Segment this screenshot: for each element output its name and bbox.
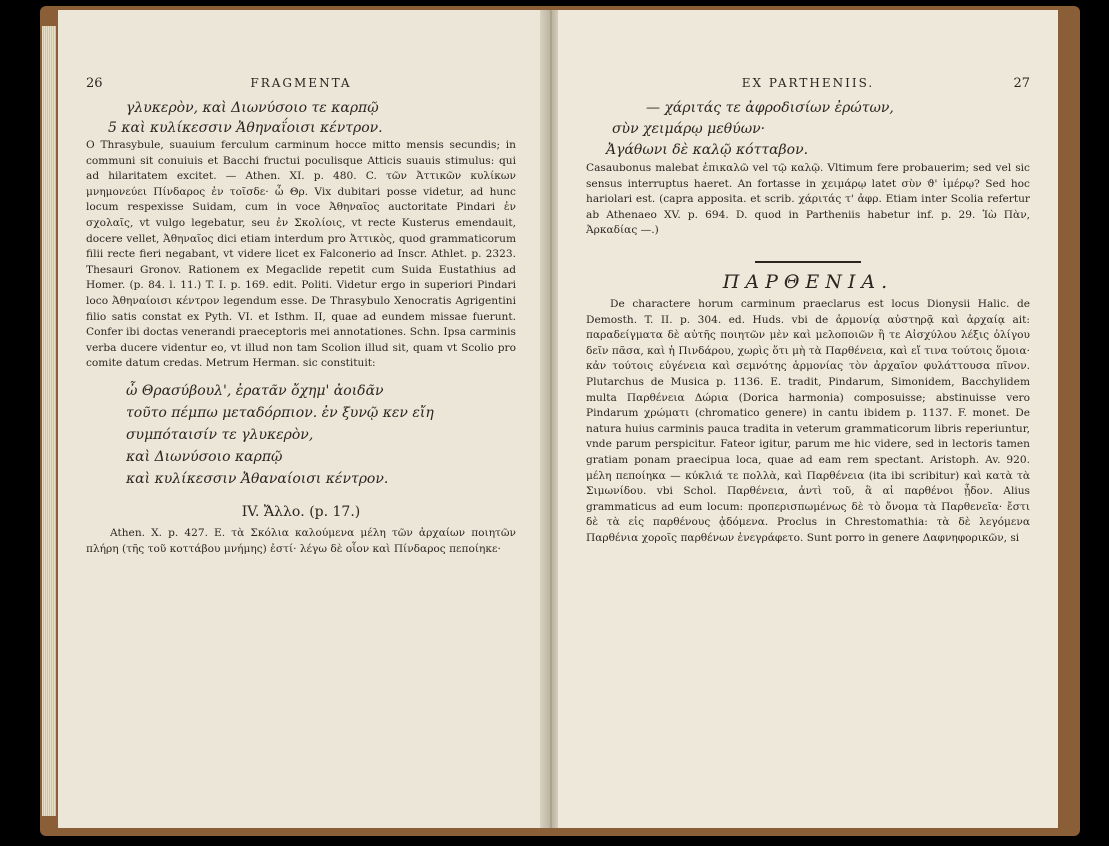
left-verse-line-1: γλυκερὸν, καὶ Διωνύσοιο τε καρπῷ [126,100,379,116]
open-book [40,6,1080,836]
section-rule [755,261,861,263]
right-verse-line-2: σὺν χειμάρῳ μεθύων· [612,121,766,137]
right-commentary: Casaubonus malebat ἐπικαλῶ vel τῷ καλῷ. Vltimum fere probauerim; sed vel sic sensus interruptus haeret. An fortasse in χειμάρῳ latet σὺν ϑ' ἱμέρῳ? Sed hoc hariolari est. (capra apposita. et scrib. χάριτάς τ' ἀφρ. Etiam inter Scolia refertur ab Athenaeo XV. p. 694. D. quod in Partheniis habetur inf. p. 29. Ἰὼ Πὰν, Ἀρκαδίας —.) [586,162,1030,237]
metrical-line-5: καὶ κυλίκεσσιν Ἀθαναίοισι κέντρον. [126,470,389,487]
left-commentary-text: O Thrasybule, suauium ferculum carminum hocce mitto mensis secundis; in communi sit conuiuis et Bacchi fructui poculisque Atticis suauis stimulus: qui ad hilaritatem excitet. — Athen. XI. p. 480. C. τῶν Ἀττικῶν κυλίκων μνημονεύει Πίνδαρος ἐν τοῖσδε· ὦ Θρ. Vix dubitari posse videtur, ad hunc locum respexisse Suidam, cum in voce Ἀθηναῖος auctoritate Pindari ἐν σχολαῖς, vt vulgo legebatur, seu ἐν Σκολίοις, vt recte Kusterus emendauit, docere vellet, Ἀθηναῖος dici etiam interdum pro Ἀττικὸς, quod grammaticorum filii recte fieri negabant, vt videre licet ex Falconerio ad Inscr. Athlet. p. 2323. Thesauri Gronov. Rationem ex Megaclide repetit cum Suida Eustathius ad Homer. (p. 84. l. 11.) T. I. p. 169. edit. Politi. Videtur ergo in superiori Pindari loco Ἀθηναίοισι κέντρον legendum esse. De Thrasybulo Xenocratis Agrigentini filio satis constat ex Pyth. VI. et Isthm. II, quae ad eundem missae fuerunt. Confer ibi doctas venerandi praeceptoris mei annotationes. Schn. Ipsa carminis verba ducere videntur eo, vt illud non tam Scolion illud sit, quam vt Scolio pro comite datum credas. Metrum Herman. sic constituit: [86,139,516,370]
right-verse-line-1: — χάριτάς τε ἀφροδισίων ἐρώτων, [646,100,894,116]
metrical-line-4: καὶ Διωνύσοιο καρπῷ [126,448,283,465]
parthenia-title: ΠΑΡΘΕΝΙΑ. [722,270,894,293]
metrical-line-2: τοῦτο πέμπω μεταδόρπιον. ἐν ξυνῷ κεν εἴη [126,404,434,421]
left-verse-line-2: 5 καὶ κυλίκεσσιν Ἀθηναΐοισι κέντρον. [108,120,383,136]
left-running-head: FRAGMENTA [250,76,352,90]
right-page [558,10,1058,828]
right-running-head: EX PARTHENIIS. [741,76,875,90]
metrical-line-3: συμπόταισίν τε γλυκερὸν, [126,426,314,443]
left-closing-text: Athen. X. p. 427. E. τὰ Σκόλια καλούμενα μέλη τῶν ἀρχαίων ποιητῶν πλήρη (τῆς τοῦ κοττάβου μνήμης) ἐστί· λέγω δὲ οἷον καὶ Πίνδαρος πεποίηκε· [86,526,516,555]
right-page-number: 27 [1013,76,1030,91]
left-page-number: 26 [86,76,103,91]
page-edges [42,26,56,816]
metrical-line-1: ὦ Θρασύβουλ', ἐρατᾶν ὄχημ' ἀοιδᾶν [126,382,384,399]
right-verse-line-3: Ἀγάθωνι δὲ καλῷ κότταβον. [606,142,809,158]
parthenia-body: De charactere horum carminum praeclarus est locus Dionysii Halic. de Demosth. T. II. p. 304. ed. Huds. vbi de ἁρμονίᾳ αὐστηρᾷ καὶ ἀρχαίᾳ ait: παραδείγματα δὲ αὐτῆς ποιητῶν μὲν καὶ μελοποιῶν ἢ τε Αἰσχύλου λέξις ὀλίγου δεῖν πᾶσα, καὶ ἡ Πινδάρου, χωρὶς ὅτι μὴ τὰ Παρθένεια, καὶ εἴ τινα τούτοις ὅμοια· κἀν τούτοις εὐγένεια καὶ σεμνότης ἁρμονίας τὸν ἀρχαῖον φυλάττουσα πῖνον. Plutarchus de Musica p. 1136. E. tradit, Pindarum, Simonidem, Bacchylidem multa Παρθένεια Δώρια (Dorica harmonia) composuisse; abstinuisse vero Pindarum χρώματι (chromatico genere) in cantu ibidem p. 1137. F. monet. De natura huius carminis pauca tradita in veterum grammaticorum libris reperiuntur, vnde parum perspicitur. Fateor igitur, parum me hic videre, sed in lectoris tamen gratiam ponam praecipua loca, quae ad eam rem spectant. Aristoph. Av. 920. μέλη πεποίηκα — κύκλιά τε πολλὰ, καὶ Παρθένεια (ita ibi scribitur) καὶ κατὰ τὰ Σιμωνίδου. vbi Schol. Παρθένεια, ἀντὶ τοῦ, ἃ αἱ παρθένοι ᾖδον. Alius grammaticus ad eum locum: προπερισπωμένως δὲ τὸ ὄνομα τὰ Παρθενεῖα· ἔστι δὲ τὰ εἰς παρθένους ᾀδόμενα. Proclus in Chrestomathia: τὰ δὲ λεγόμενα Παρθένια χοροῖς παρθένων ἐνεγράφετο. Sunt porro in genere Δαφνηφορικῶν, si [586,297,1030,544]
left-commentary [86,138,516,372]
section-heading-iv: IV. Ἄλλο. (p. 17.) [241,503,361,520]
left-header [86,76,516,98]
right-header [586,76,1030,98]
left-page [58,10,544,828]
metrical-scheme [86,380,516,490]
